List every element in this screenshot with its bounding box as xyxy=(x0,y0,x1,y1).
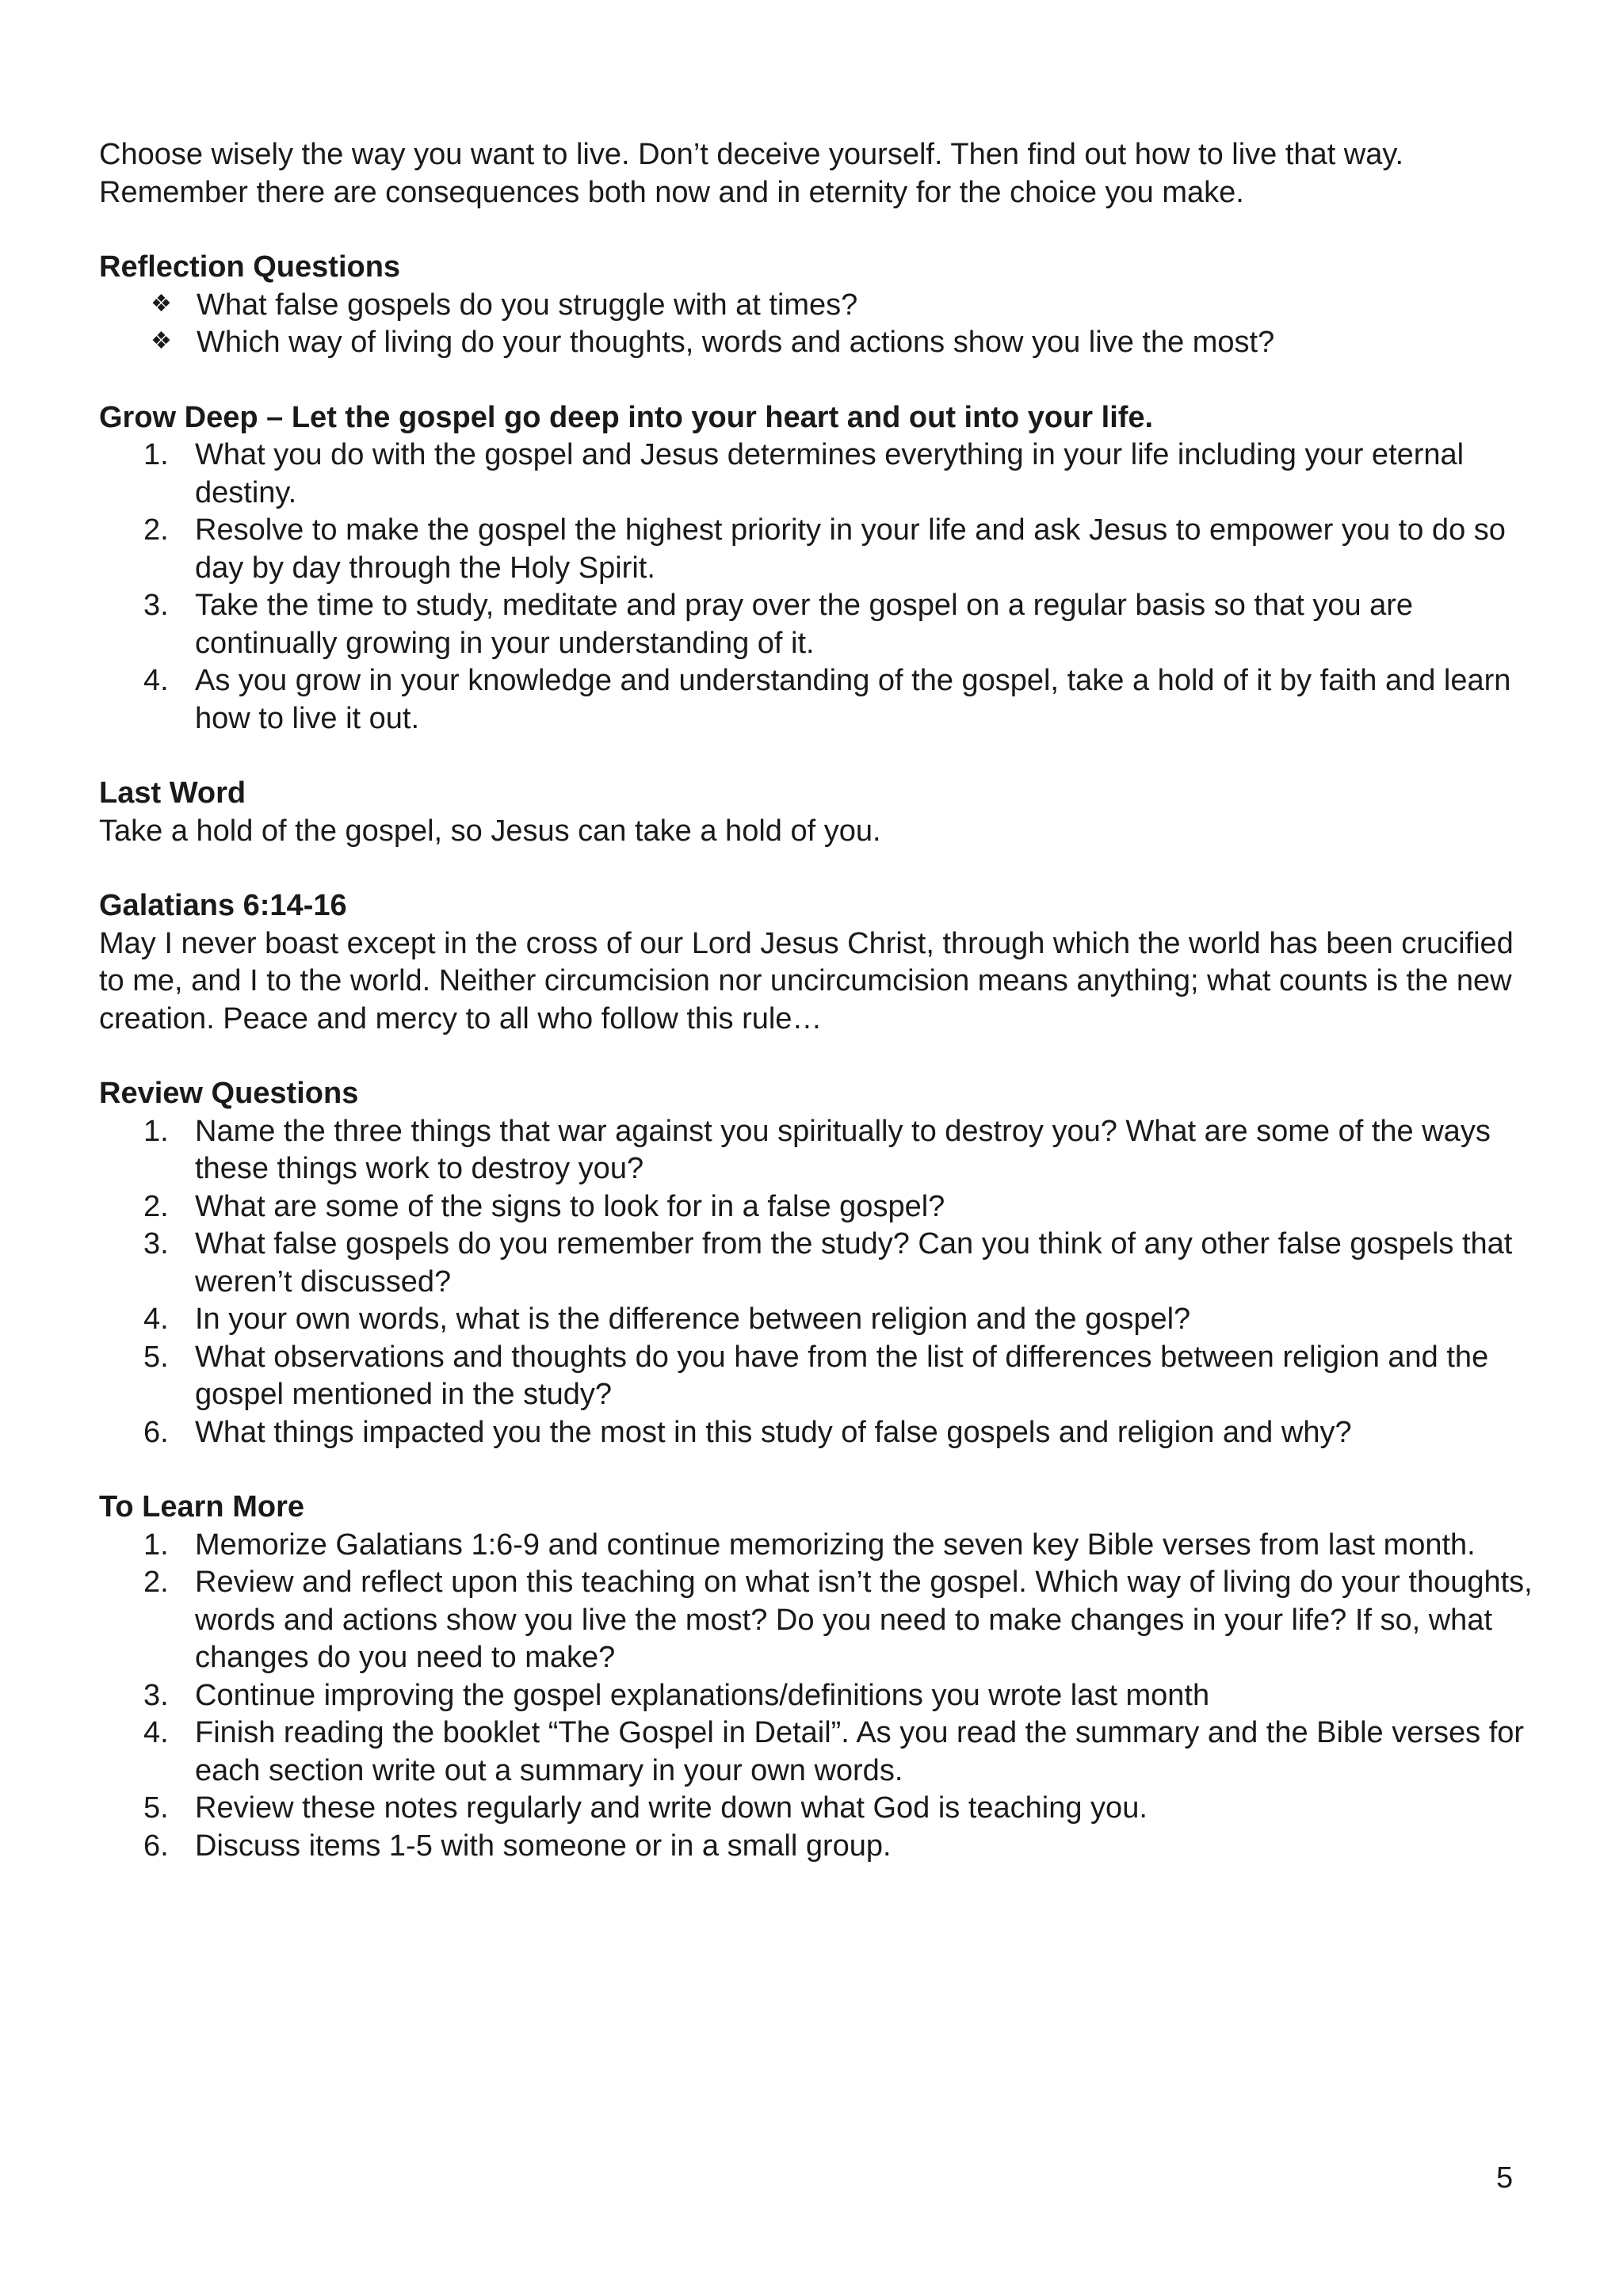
list-item: 5. What observations and thoughts do you have from the list of differences between religion and the gospel mentioned in the study? xyxy=(143,1340,1489,1411)
diamond-bullet-icon: ❖ xyxy=(151,290,172,317)
scripture-text: May I never boast except in the cross of our Lord Jesus Christ, through which the world has been crucified to me, and I to the world. Neither circumcision nor uncircumcision means anything; what counts is the new creation. Peace and mercy to all who follow this rule… xyxy=(99,926,1514,1035)
list-item: 1. Memorize Galatians 1:6-9 and continue memorizing the seven key Bible verses from last month. xyxy=(143,1527,1476,1562)
reflection-heading: Reflection Questions xyxy=(99,250,401,284)
grow-deep-heading: Grow Deep – Let the gospel go deep into your heart and out into your life. xyxy=(99,400,1154,434)
learn-more-heading: To Learn More xyxy=(99,1490,304,1524)
list-item: 4. As you grow in your knowledge and understanding of the gospel, take a hold of it by faith and learn how to live it out. xyxy=(143,664,1511,735)
list-item: 5. Review these notes regularly and write down what God is teaching you. xyxy=(143,1791,1148,1825)
list-item: 2. What are some of the signs to look for in a false gospel? xyxy=(143,1189,945,1223)
list-item: 6. What things impacted you the most in this study of false gospels and religion and why? xyxy=(143,1415,1352,1449)
intro-paragraph: Choose wisely the way you want to live. Don’t deceive yourself. Then find out how to live that way. Remember there are consequences both now and in eternity for the choice you make. xyxy=(99,138,1404,209)
list-item: 1. What you do with the gospel and Jesus determines everything in your life including your eternal destiny. xyxy=(143,438,1465,509)
last-word-text: Take a hold of the gospel, so Jesus can take a hold of you. xyxy=(99,814,881,848)
learn-more-list xyxy=(99,1527,1533,1866)
page-content xyxy=(99,136,1533,1865)
review-list xyxy=(99,1113,1533,1452)
review-heading: Review Questions xyxy=(99,1077,359,1110)
page-number: 5 xyxy=(1496,2161,1514,2195)
list-item: 4. In your own words, what is the difference between religion and the gospel? xyxy=(143,1302,1191,1336)
list-item: 1. Name the three things that war against you spiritually to destroy you? What are some of the ways these things work to destroy you? xyxy=(143,1114,1491,1185)
list-item: 4. Finish reading the booklet “The Gospel in Detail”. As you read the summary and the Bible verses for each section write out a summary in your own words. xyxy=(143,1716,1525,1787)
diamond-bullet-icon: ❖ xyxy=(151,328,172,354)
list-item: 2. Review and reflect upon this teaching on what isn’t the gospel. Which way of living do your thoughts, words and actions show you live the most? Do you need to make changes in your life? If so, what changes do you need to make? xyxy=(143,1566,1533,1674)
grow-deep-list xyxy=(99,437,1533,738)
list-item: ❖ Which way of living do your thoughts, words and actions show you live the most? xyxy=(99,324,1533,362)
scripture-heading: Galatians 6:14-16 xyxy=(99,889,347,922)
list-item: 3. Continue improving the gospel explanations/definitions you wrote last month xyxy=(143,1678,1210,1712)
list-item: 2. Resolve to make the gospel the highest priority in your life and ask Jesus to empower you to do so day by day through the Holy Spirit. xyxy=(143,513,1506,585)
list-item: 3. What false gospels do you remember from the study? Can you think of any other false gospels that weren’t discussed? xyxy=(143,1227,1513,1299)
list-item: 6. Discuss items 1-5 with someone or in a small group. xyxy=(143,1829,892,1863)
list-item: ❖ What false gospels do you struggle with at times? xyxy=(99,287,1533,325)
last-word-heading: Last Word xyxy=(99,776,246,810)
reflection-list xyxy=(99,287,1533,362)
list-item: 3. Take the time to study, meditate and pray over the gospel on a regular basis so that you are continually growing in your understanding of it. xyxy=(143,589,1414,660)
